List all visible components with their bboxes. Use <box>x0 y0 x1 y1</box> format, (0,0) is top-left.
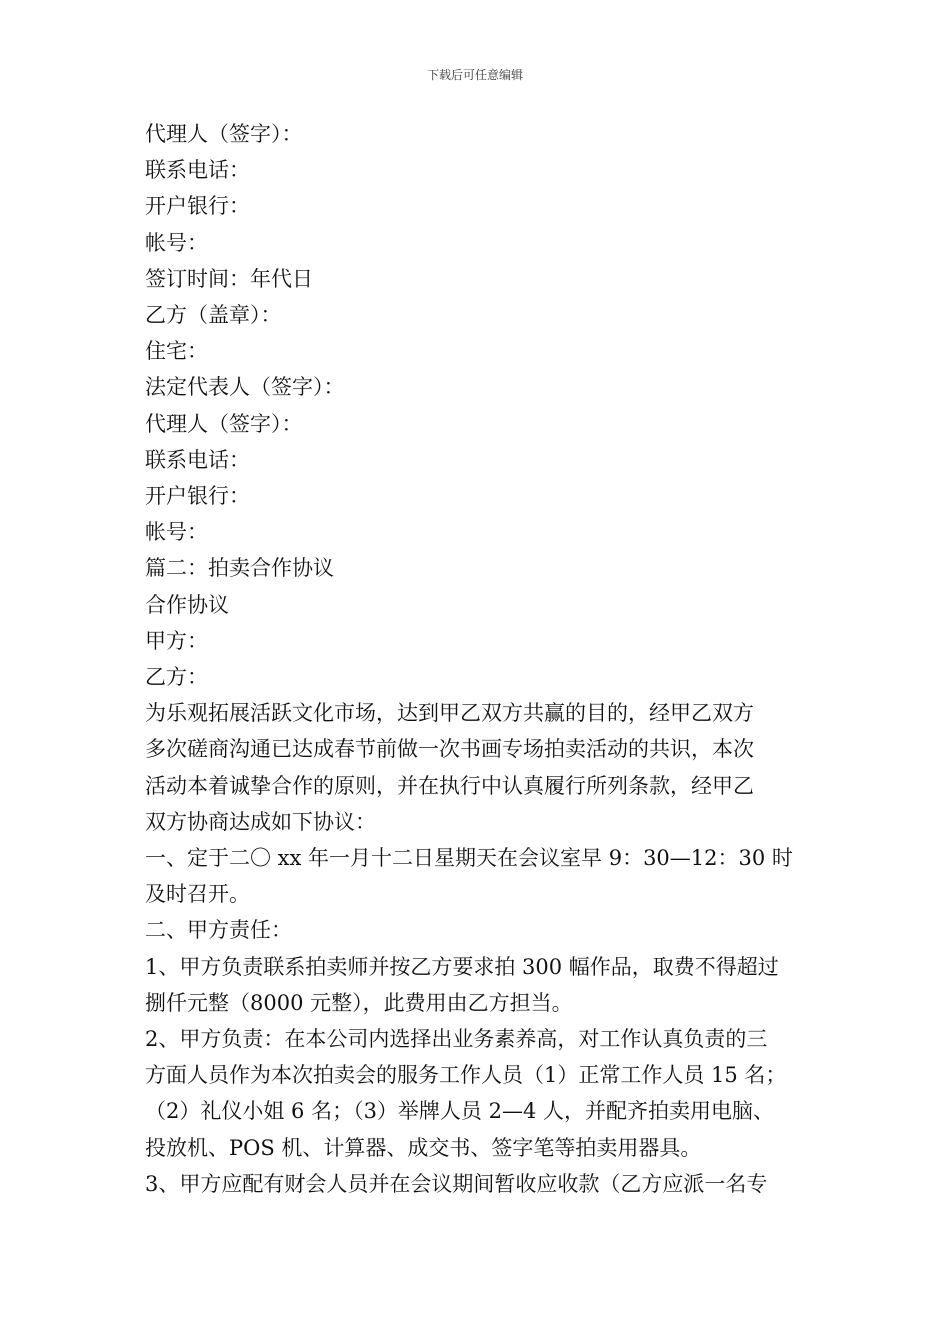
paragraph-line: 活动本着诚挚合作的原则，并在执行中认真履行所列条款，经甲乙 <box>145 773 754 798</box>
paragraph-line: 二、甲方责任： <box>145 918 292 943</box>
phone-line: 联系电话： <box>145 158 250 183</box>
header-note: 下载后可任意编辑 <box>426 68 523 82</box>
signer-agent-line: 代理人（签字）： <box>145 122 303 146</box>
item-1-paragraph <box>145 949 825 1021</box>
intro-paragraph <box>145 695 825 840</box>
clause-1-paragraph <box>145 840 825 912</box>
account-line: 帐号： <box>145 230 208 255</box>
paragraph-line: 及时召开。 <box>145 882 250 907</box>
paragraph-line: 投放机、POS 机、计算器、成交书、签字笔等拍卖用器具。 <box>145 1135 702 1160</box>
paragraph-line: 捌仟元整（8000 元整），此费用由乙方担当。 <box>145 990 573 1015</box>
party-a-line: 甲方： <box>145 628 208 653</box>
party-b-seal-line: 乙方（盖章）： <box>145 303 282 328</box>
party-b-line: 乙方： <box>145 665 208 690</box>
bank-line: 开户银行： <box>145 194 250 219</box>
paragraph-line: 1、甲方负责联系拍卖师并按乙方要求拍 300 幅作品，取费不得超过 <box>145 954 779 979</box>
item-2-paragraph <box>145 1021 825 1166</box>
item-3-paragraph <box>145 1166 825 1202</box>
agreement-title: 合作协议 <box>145 592 229 617</box>
party-b-agent-line: 代理人（签字）： <box>145 411 303 436</box>
party-b-phone-line: 联系电话： <box>145 447 250 472</box>
address-line: 住宅： <box>145 339 208 364</box>
paragraph-line: 2、甲方负责：在本公司内选择出业务素养高，对工作认真负责的三 <box>145 1027 768 1052</box>
paragraph-line: 多次磋商沟通已达成春节前做一次书画专场拍卖活动的共识，本次 <box>145 737 754 762</box>
legal-rep-line: 法定代表人（签字）： <box>145 375 345 400</box>
party-b-bank-line: 开户银行： <box>145 484 250 509</box>
party-b-account-line: 帐号： <box>145 520 208 545</box>
paragraph-line: 方面人员作为本次拍卖会的服务工作人员（1）正常工作人员 15 名； <box>145 1063 787 1088</box>
paragraph-line: 双方协商达成如下协议： <box>145 809 376 834</box>
paragraph-line: （2）礼仪小姐 6 名；（3）举牌人员 2—4 人，并配齐拍卖用电脑、 <box>145 1099 775 1124</box>
paragraph-line: 为乐观拓展活跃文化市场，达到甲乙双方共赢的目的，经甲乙双方 <box>145 701 754 726</box>
clause-2-heading <box>145 912 825 948</box>
signing-date-line: 签订时间：年代日 <box>145 266 313 291</box>
document-body <box>145 116 825 1202</box>
paragraph-line: 一、定于二〇 xx 年一月十二日星期天在会议室早 9：30—12：30 时 <box>145 846 793 871</box>
paragraph-line: 3、甲方应配有财会人员并在会议期间暂收应收款（乙方应派一名专 <box>145 1171 768 1196</box>
section-title: 篇二：拍卖合作协议 <box>145 556 334 581</box>
